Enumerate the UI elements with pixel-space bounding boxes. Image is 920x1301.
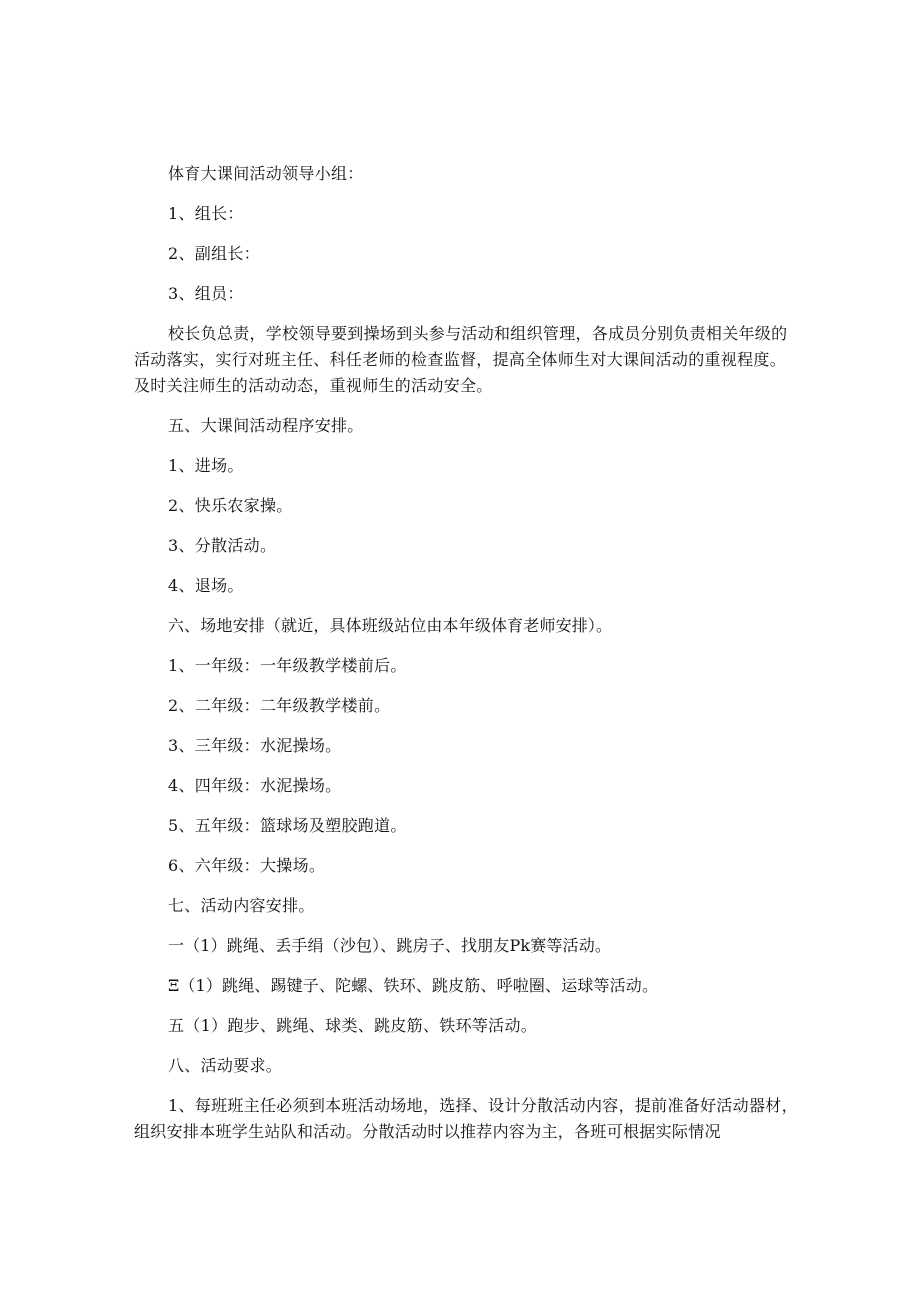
section-seven-heading: 七、活动内容安排。 <box>168 896 315 915</box>
deputy-leader-line: 2、副组长： <box>168 244 260 263</box>
venue-grade-1: 1、一年级：一年级教学楼前后。 <box>168 656 407 675</box>
section-eight-heading: 八、活动要求。 <box>168 1056 283 1075</box>
section-five-heading: 五、大课间活动程序安排。 <box>168 416 364 435</box>
venue-grade-3: 3、三年级：水泥操场。 <box>168 736 342 755</box>
program-step-1: 1、进场。 <box>168 456 244 475</box>
activity-content-grade-3: Ξ（1）跳绳、踢键子、陀螺、铁环、跳皮筋、呼啦圈、运球等活动。 <box>168 976 659 995</box>
program-step-4: 4、退场。 <box>168 576 244 595</box>
activity-content-grade-1: 一（1）跳绳、丢手绢（沙包）、跳房子、找朋友Pk赛等活动。 <box>168 936 611 955</box>
venue-grade-5: 5、五年级：篮球场及塑胶跑道。 <box>168 816 407 835</box>
venue-grade-6: 6、六年级：大操场。 <box>168 856 326 875</box>
section-six-heading: 六、场地安排（就近，具体班级站位由本年级体育老师安排）。 <box>168 616 613 635</box>
document-body <box>134 161 798 1145</box>
responsibility-paragraph: 校长负总责，学校领导要到操场到头参与活动和组织管理，各成员分别负责相关年级的活动落实，实行对班主任、科任老师的检查监督，提高全体师生对大课间活动的重视程度。及时关注师生的活动动态，重视师生的活动安全。 <box>134 324 788 395</box>
venue-grade-4: 4、四年级：水泥操场。 <box>168 776 342 795</box>
activity-content-grade-5: 五（1）跑步、跳绳、球类、跳皮筋、铁环等活动。 <box>168 1016 538 1035</box>
program-step-2: 2、快乐农家操。 <box>168 496 293 515</box>
requirement-paragraph-1: 1、每班班主任必须到本班活动场地，选择、设计分散活动内容，提前准备好活动器材，组织安排本班学生站队和活动。分散活动时以推荐内容为主，各班可根据实际情况 <box>134 1096 798 1141</box>
members-line: 3、组员： <box>168 284 244 303</box>
leadership-group-heading: 体育大课间活动领导小组： <box>168 164 364 183</box>
group-leader-line: 1、组长： <box>168 204 244 223</box>
program-step-3: 3、分散活动。 <box>168 536 277 555</box>
venue-grade-2: 2、二年级：二年级教学楼前。 <box>168 696 391 715</box>
